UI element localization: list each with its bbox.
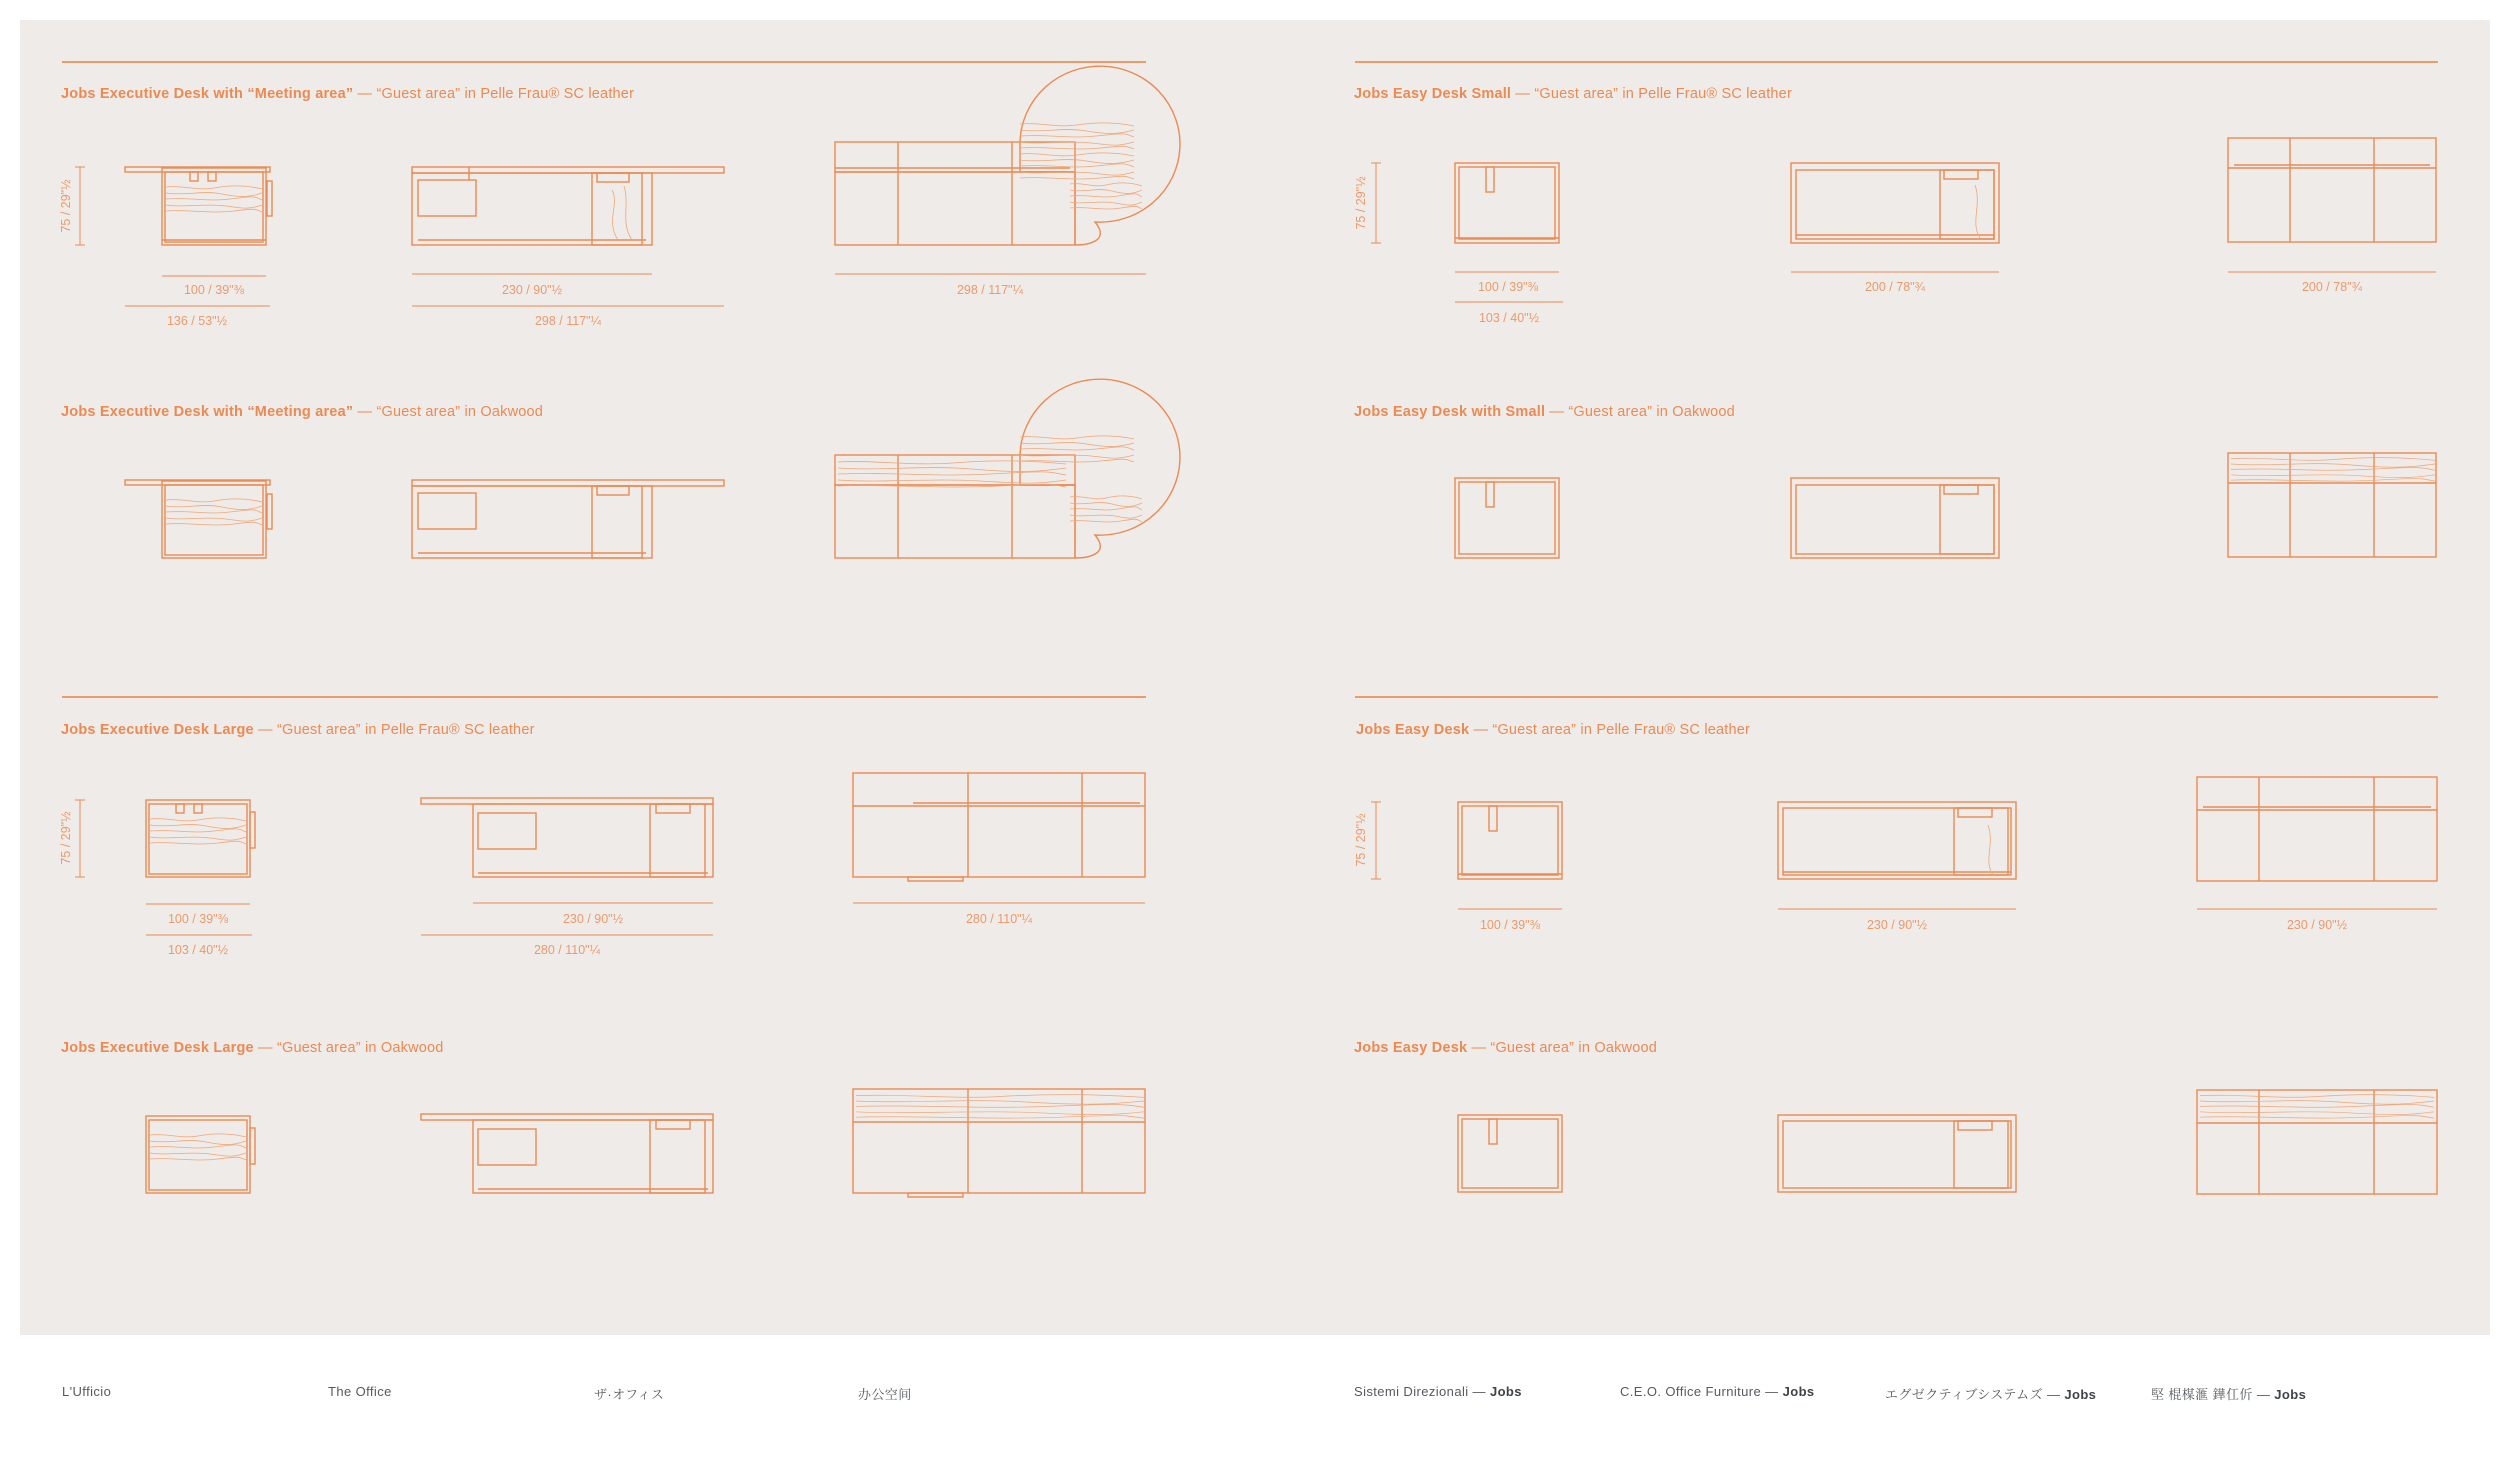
dimension-label: 298 / 117"¼ — [534, 314, 602, 328]
product-name: Executive Desk with “Meeting area” — [99, 404, 354, 420]
footer-label-italian: L'Ufficio — [62, 1384, 112, 1399]
height-dimension: 75 / 29"½ — [59, 179, 73, 233]
dimension-label: 230 / 90"½ — [501, 283, 563, 297]
variant-label: — “Guest area” in Pelle Frau® SC leather — [357, 86, 635, 102]
dimension-label: 280 / 110"¼ — [533, 943, 601, 957]
dimension-label: 103 / 40"½ — [1478, 311, 1540, 325]
product-name: Executive Desk with “Meeting area” — [99, 86, 354, 102]
footer-series-english — [1620, 1384, 1815, 1399]
brand-label: Jobs — [1354, 1040, 1389, 1056]
dimension-label: 100 / 39"⅜ — [167, 912, 229, 926]
series-text: 堅 棍楳滙 鏵仜伒 — — [2151, 1387, 2271, 1402]
dimension-label: 100 / 39"⅜ — [1479, 918, 1541, 932]
drawing-easy-small-oak — [1455, 453, 2436, 558]
dimension-label: 100 / 39"⅜ — [183, 283, 245, 297]
brand-label: Jobs — [1354, 404, 1389, 420]
brand-label: Jobs — [61, 722, 96, 738]
dimension-lines — [1371, 802, 2437, 909]
dimension-label: 100 / 39"⅜ — [1477, 280, 1539, 294]
product-name: Easy Desk with Small — [1392, 404, 1546, 420]
product-name: Easy Desk — [1392, 1040, 1468, 1056]
drawing-easy-leather — [1458, 777, 2437, 881]
footer-series-chinese — [2151, 1384, 2306, 1403]
brand-label: Jobs — [1489, 1384, 1522, 1399]
footer-series-italian — [1354, 1384, 1522, 1399]
variant-label: — “Guest area” in Pelle Frau® SC leather — [1515, 86, 1792, 102]
series-text: エグゼクティブシステムズ — — [1885, 1387, 2061, 1402]
product-name: Executive Desk Large — [99, 1040, 254, 1056]
dimension-label: 280 / 110"¼ — [965, 912, 1033, 926]
footer-label-japanese: ザ·オフィス — [594, 1387, 665, 1402]
drawing-easy-small-leather — [1455, 138, 2436, 243]
brand-label: Jobs — [1782, 1384, 1815, 1399]
footer-series-japanese — [1885, 1384, 2096, 1403]
series-text: C.E.O. Office Furniture — — [1620, 1384, 1779, 1399]
product-name: Executive Desk Large — [99, 722, 254, 738]
footer-label-chinese: 办公空间 — [858, 1387, 912, 1402]
brand-label: Jobs — [61, 404, 96, 420]
drawing-large-oak — [146, 1089, 1145, 1197]
brand-label: Jobs — [1356, 722, 1391, 738]
drawing-front-view — [412, 167, 724, 245]
brand-label: Jobs — [61, 86, 96, 102]
product-name: Easy Desk Small — [1392, 86, 1512, 102]
footer-label-english: The Office — [328, 1384, 392, 1399]
dimension-label: 103 / 40"½ — [167, 943, 229, 957]
drawing-easy-oak — [1458, 1090, 2437, 1194]
drawing-large-leather — [146, 773, 1145, 881]
dimension-label: 200 / 78"¾ — [1864, 280, 1926, 294]
drawing-side-view — [125, 167, 272, 245]
brand-label: Jobs — [2274, 1387, 2307, 1402]
dimension-label: 230 / 90"½ — [2286, 918, 2348, 932]
drawing-top-view — [835, 66, 1180, 245]
dimension-label: 230 / 90"½ — [1866, 918, 1928, 932]
dimension-label: 136 / 53"½ — [166, 314, 228, 328]
variant-label: — “Guest area” in Oakwood — [258, 1040, 444, 1056]
dimension-label: 298 / 117"¼ — [956, 283, 1024, 297]
brand-label: Jobs — [1354, 86, 1389, 102]
variant-label: — “Guest area” in Oakwood — [1549, 404, 1735, 420]
height-dimension: 75 / 29"½ — [1354, 813, 1368, 867]
variant-label: — “Guest area” in Oakwood — [357, 404, 544, 420]
drawing-group-oak — [125, 379, 1180, 558]
variant-label: — “Guest area” in Oakwood — [1471, 1040, 1658, 1056]
product-name: Easy Desk — [1394, 722, 1470, 738]
brand-label: Jobs — [61, 1040, 96, 1056]
variant-label: — “Guest area” in Pelle Frau® SC leather — [1473, 722, 1751, 738]
dimension-label: 230 / 90"½ — [562, 912, 624, 926]
series-text: Sistemi Direzionali — — [1354, 1384, 1486, 1399]
dimension-label: 200 / 78"¾ — [2301, 280, 2363, 294]
height-dimension: 75 / 29"½ — [1354, 176, 1368, 230]
brand-label: Jobs — [2064, 1387, 2097, 1402]
variant-label: — “Guest area” in Pelle Frau® SC leather — [258, 722, 535, 738]
height-dimension: 75 / 29"½ — [59, 811, 73, 865]
